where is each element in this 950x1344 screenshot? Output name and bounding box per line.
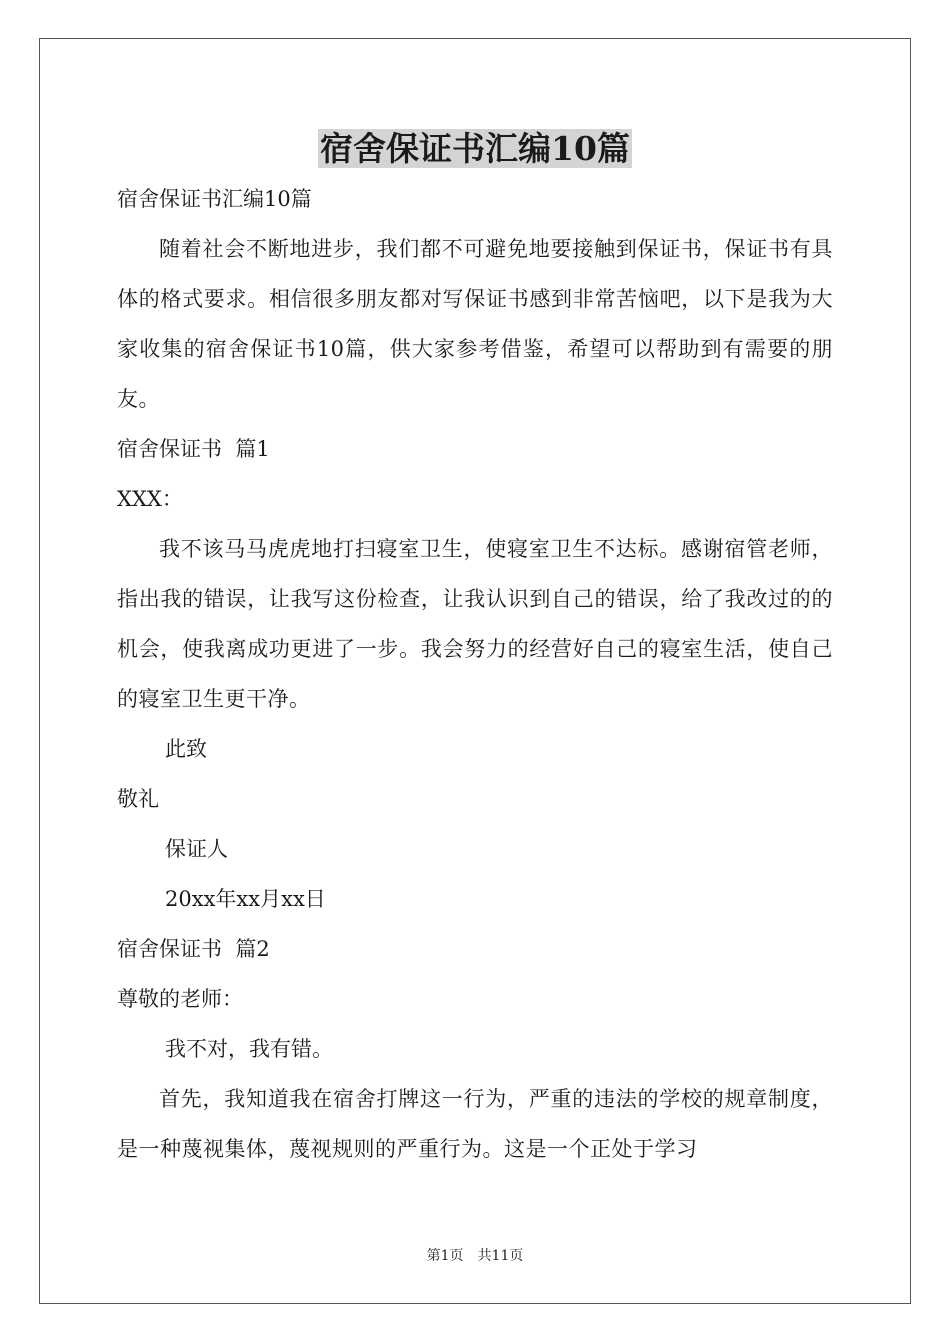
section-1-heading: 宿舍保证书 篇1 bbox=[117, 437, 270, 461]
intro-paragraph: 随着社会不断地进步，我们都不可避免地要接触到保证书，保证书有具体的格式要求。相信很多朋友都对写保证书感到非常苦恼吧，以下是我为大家收集的宿舍保证书10篇，供大家参考借鉴，希望可以帮助到有需要的朋友。 bbox=[117, 237, 833, 411]
section-1-closing-1: 此致 bbox=[165, 737, 207, 761]
section-1-signer: 保证人 bbox=[165, 837, 228, 861]
footer-page-number: 第1页 bbox=[426, 1248, 464, 1264]
document-title-text: 宿舍保证书汇编10篇 bbox=[320, 129, 630, 168]
section-2-body-1: 我不对，我有错。 bbox=[165, 1037, 333, 1061]
page-footer bbox=[0, 1246, 950, 1266]
footer-total-pages: 共11页 bbox=[477, 1248, 524, 1264]
section-1-date: 20xx年xx月xx日 bbox=[165, 887, 326, 911]
section-1-body: 我不该马马虎虎地打扫寝室卫生，使寝室卫生不达标。感谢宿管老师，指出我的错误，让我写这份检查，让我认识到自己的错误，给了我改过的的机会，使我离成功更进了一步。我会努力的经营好自己的寝室生活，使自己的寝室卫生更干净。 bbox=[117, 537, 833, 711]
document-subtitle: 宿舍保证书汇编10篇 bbox=[117, 187, 312, 211]
section-2-body-2: 首先，我知道我在宿舍打牌这一行为，严重的违法的学校的规章制度，是一种蔑视集体，蔑视规则的严重行为。这是一个正处于学习 bbox=[117, 1087, 833, 1161]
section-1-closing-2: 敬礼 bbox=[117, 787, 159, 811]
section-2-salutation: 尊敬的老师： bbox=[117, 987, 243, 1011]
section-2-heading: 宿舍保证书 篇2 bbox=[117, 937, 270, 961]
section-1-salutation: XXX： bbox=[117, 487, 183, 511]
document-body bbox=[117, 174, 833, 1174]
document-title bbox=[0, 126, 950, 172]
